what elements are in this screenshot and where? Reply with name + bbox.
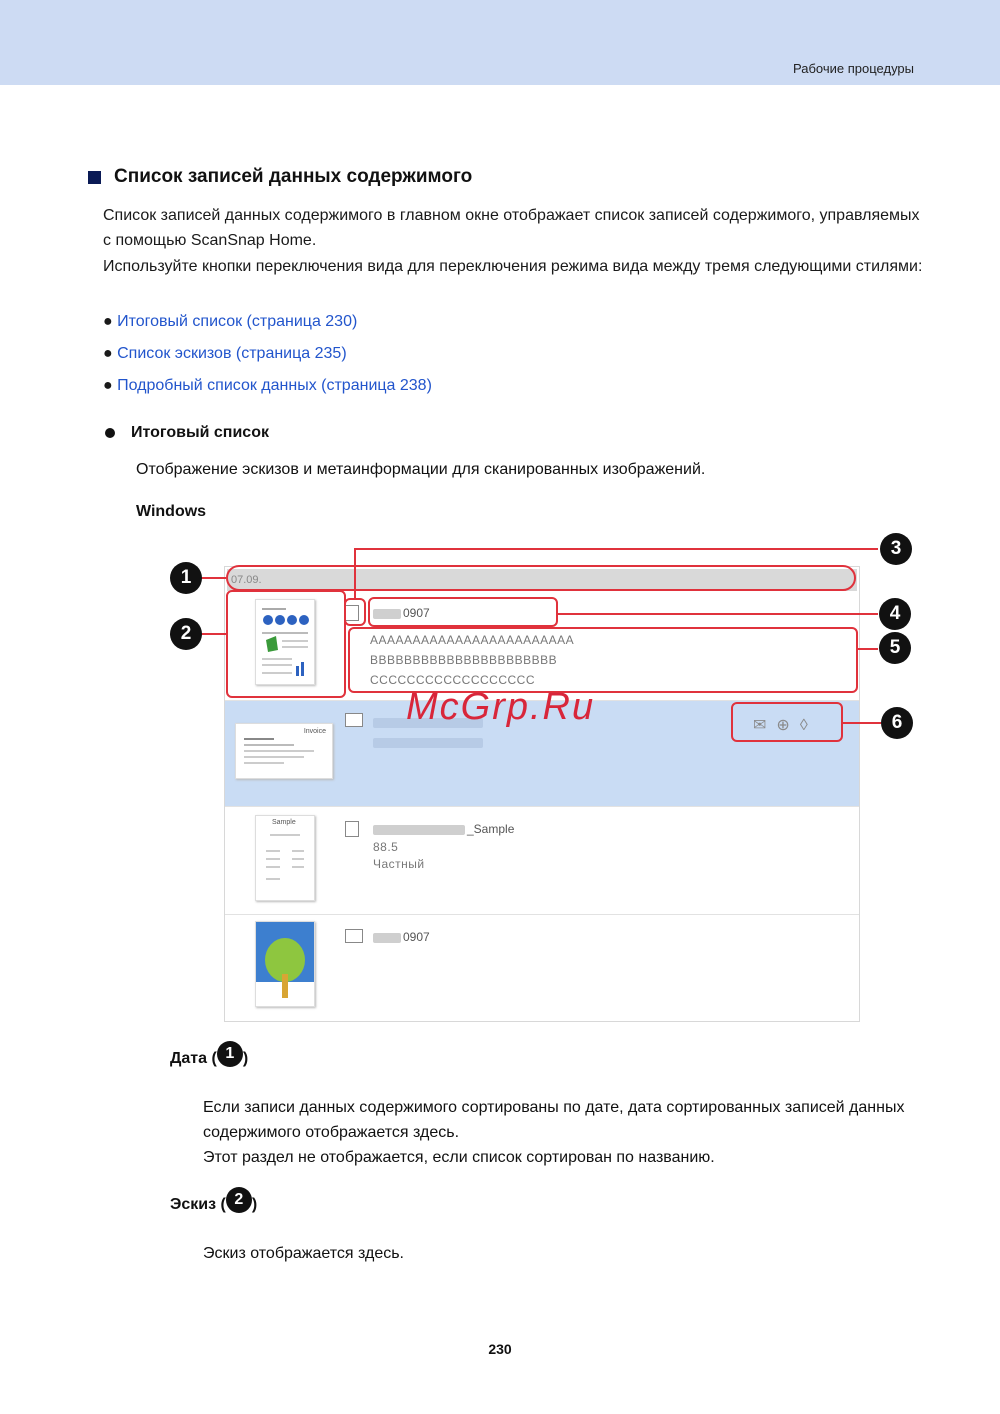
meta-line: BBBBBBBBBBBBBBBBBBBBBB [370,653,558,667]
content-name [373,930,430,944]
callout-mini-2: 2 [226,1187,252,1213]
callout-mini-1: 1 [217,1041,243,1067]
definition-title-thumbnail: Эскиз ( 2 ) [170,1196,257,1214]
callout-number-5: 5 [879,632,911,664]
list-item[interactable] [225,915,859,1021]
watermark: McGrp.Ru [406,686,596,728]
definition-title-date: Дата ( 1 ) [170,1050,248,1068]
callout-line-3-vertical [354,548,356,598]
location-icon[interactable]: ◊ [799,717,818,734]
thumbnail[interactable] [255,815,315,901]
callout-box-thumbnail [226,590,346,698]
blurred-name [373,933,401,943]
section-title [88,166,472,188]
summary-title-text: Итоговый список [131,424,269,441]
callout-line-5 [858,648,878,650]
definition-term: Эскиз [170,1196,217,1213]
content-name-suffix: _Sample [467,822,515,836]
globe-icon[interactable]: ⊕ [776,717,800,734]
meta-line: CCCCCCCCCCCCCCCCCC [370,673,535,687]
image-file-icon [345,929,363,943]
list-item[interactable] [225,807,859,915]
callout-line-4 [558,613,878,615]
thumbnail[interactable] [235,723,333,779]
sample-thumbnail-icon [256,816,314,900]
header-section-label: Рабочие процедуры [793,61,914,76]
callout-box-date [226,565,856,591]
section-title-text: Список записей данных содержимого [114,166,473,187]
definition-body: Эскиз отображается здесь. [203,1245,404,1262]
summary-description: Отображение эскизов и метаинформации для сканированных изображений. [136,461,706,478]
callout-box-icon [344,598,366,626]
link-item-thumbnails: ● Список эскизов (страница 235) [103,345,347,362]
summary-title [105,424,269,442]
link-summary-list[interactable]: Итоговый список (страница 230) [117,313,358,330]
content-name-suffix: 0907 [403,606,430,620]
meta-line: 88.5 [373,840,399,854]
callout-box-metadata [348,627,858,693]
square-bullet-icon [88,171,101,184]
meta-line: Частный [373,857,425,871]
link-item-summary: ● Итоговый список (страница 230) [103,313,358,330]
content-name [373,822,514,836]
callout-box-status [731,702,843,742]
definition-term: Дата [170,1050,208,1067]
intro-paragraph-2: Используйте кнопки переключения вида для переключения режима вида между тремя следующими стилями: [103,258,923,275]
document-file-icon [345,821,359,837]
blurred-meta [373,738,483,748]
thumbnail-title: Sample [272,819,296,826]
receipt-file-icon [345,713,363,727]
date-bar[interactable]: 07.09. [227,569,857,591]
mail-icon[interactable]: ✉ [753,717,777,734]
meta-line: AAAAAAAAAAAAAAAAAAAAAAAA [370,633,575,647]
callout-number-2: 2 [170,618,202,650]
callout-line-3 [354,548,878,550]
content-meta [373,735,485,749]
definition-body: Этот раздел не отображается, если список сортирован по названию. [203,1149,715,1166]
thumbnail-title: Invoice [303,728,326,735]
callout-line-1 [200,577,226,579]
link-item-details: ● Подробный список данных (страница 238) [103,377,432,394]
page-number: 230 [488,1341,512,1357]
definition-body: Если записи данных содержимого сортированы по дате, дата сортированных записей данных содержимого отображается здесь. [203,1099,905,1141]
os-label: Windows [136,503,207,520]
callout-number-3: 3 [880,533,912,565]
callout-number-1: 1 [170,562,202,594]
link-thumbnail-list[interactable]: Список эскизов (страница 235) [117,345,347,362]
photo-thumbnail-icon [256,922,314,1006]
round-bullet-icon [105,428,115,438]
callout-number-6: 6 [881,707,913,739]
content-name-suffix: 0907 [403,930,430,944]
link-detail-list[interactable]: Подробный список данных (страница 238) [117,377,432,394]
callout-line-2 [200,633,226,635]
blurred-name [373,825,465,835]
callout-number-4: 4 [879,598,911,630]
intro-paragraph-1: Список записей данных содержимого в главном окне отображает список записей содержимого, управляемых с помощью ScanSnap Home. [103,207,920,249]
thumbnail[interactable] [255,921,315,1007]
callout-line-6 [843,722,881,724]
callout-box-name [368,597,558,627]
